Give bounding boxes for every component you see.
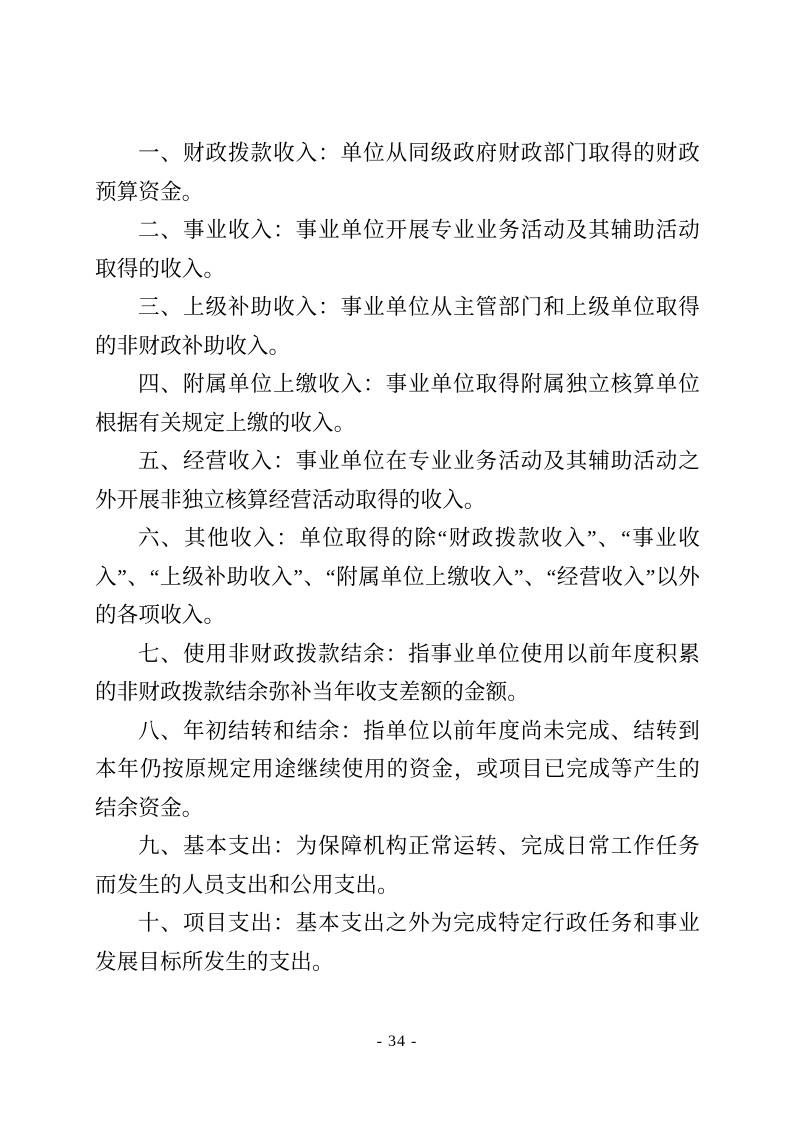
- definition-paragraph: 九、基本支出：为保障机构正常运转、完成日常工作任务而发生的人员支出和公用支出。: [95, 834, 700, 897]
- definition-paragraph: 六、其他收入：单位取得的除“财政拨款收入”、“事业收入”、“上级补助收入”、“附属单位上缴收入”、“经营收入”以外的各项收入。: [95, 526, 700, 627]
- definition-paragraph: 二、事业收入：事业单位开展专业业务活动及其辅助活动取得的收入。: [95, 218, 700, 281]
- definition-paragraph: 八、年初结转和结余：指单位以前年度尚未完成、结转到本年仍按原规定用途继续使用的资金，或项目已完成等产生的结余资金。: [95, 718, 700, 820]
- definition-paragraph: 五、经营收入：事业单位在专业业务活动及其辅助活动之外开展非独立核算经营活动取得的收入。: [95, 449, 700, 512]
- definition-paragraph: 四、附属单位上缴收入：事业单位取得附属独立核算单位根据有关规定上缴的收入。: [95, 372, 700, 435]
- definition-paragraph: 一、财政拨款收入：单位从同级政府财政部门取得的财政预算资金。: [95, 141, 700, 204]
- definition-paragraph: 七、使用非财政拨款结余：指事业单位使用以前年度积累的非财政拨款结余弥补当年收支差额的金额。: [95, 641, 700, 704]
- definition-paragraph: 十、项目支出：基本支出之外为完成特定行政任务和事业发展目标所发生的支出。: [95, 911, 700, 974]
- definition-paragraph: 三、上级补助收入：事业单位从主管部门和上级单位取得的非财政补助收入。: [95, 295, 700, 358]
- page-number: - 34 -: [376, 1033, 418, 1050]
- document-body: [95, 134, 700, 981]
